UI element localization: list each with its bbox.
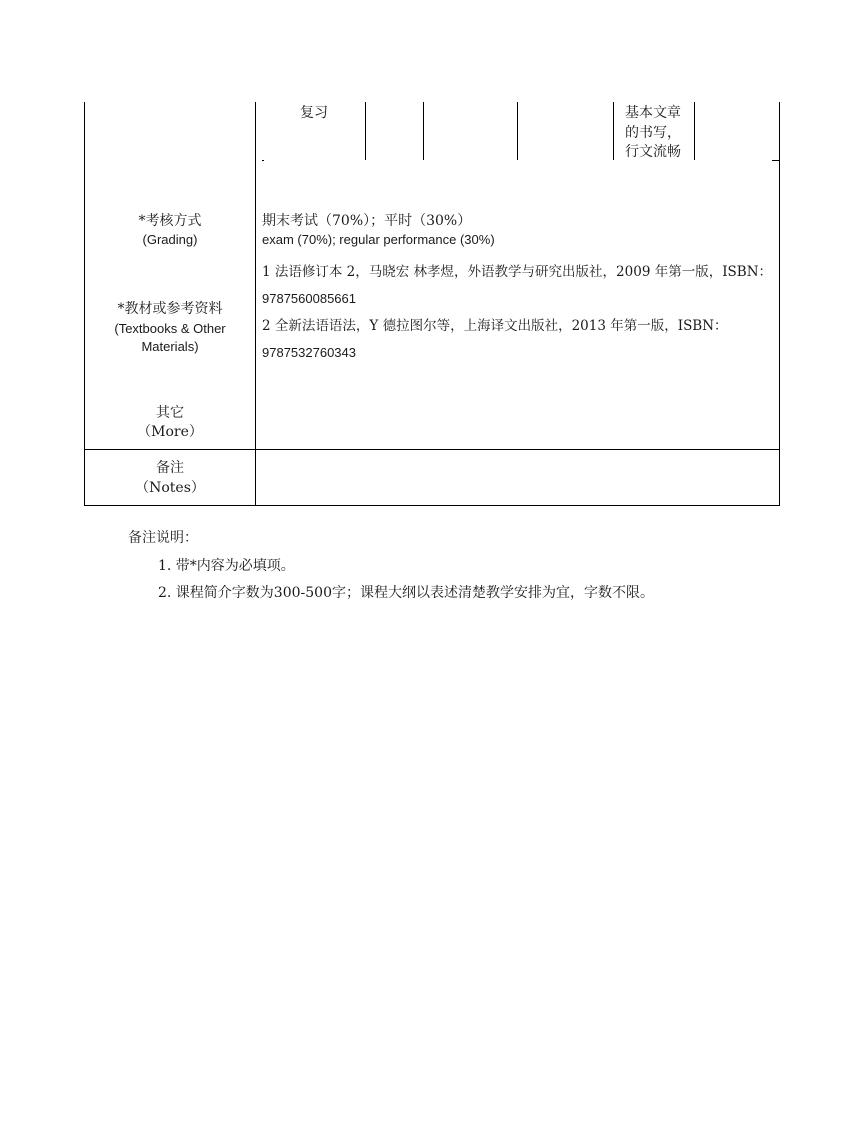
subcell-divider-2 (423, 102, 424, 160)
reference-1-line-1: 1 法语修订本 2，马晓宏 林孝煜，外语教学与研究出版社，2009 年第一版，ISBN： (262, 264, 773, 280)
grading-label-en: (Grading) (142, 232, 198, 247)
subcell-divider-5 (694, 102, 695, 160)
review-cell-text: 复习 (300, 105, 328, 121)
textbooks-label-en-2: Materials) (141, 339, 199, 354)
writing-cell-line-3: 行文流畅 (625, 144, 681, 160)
subrow-mark-left (262, 160, 264, 161)
remarks-item-2: 2. 课程简介字数为300-500字；课程大纲以表述清楚教学安排为宜，字数不限。 (158, 585, 654, 601)
subcell-divider-3 (517, 102, 518, 160)
more-label-en: （More） (137, 424, 203, 440)
subcell-divider-1 (365, 102, 366, 160)
grading-label-cn: *考核方式 (138, 213, 202, 229)
reference-2-line-1: 2 全新法语语法，Y 德拉图尔等，上海译文出版社，2013 年第一版，ISBN： (262, 318, 728, 334)
writing-cell-line-1: 基本文章 (625, 105, 681, 121)
remarks-title: 备注说明： (128, 530, 198, 546)
writing-cell-line-2: 的书写， (625, 125, 681, 141)
reference-1-line-2: 9787560085661 (262, 291, 356, 306)
table-right-border (779, 102, 780, 506)
subrow-mark-right (772, 160, 779, 161)
grading-value-cn: 期末考试（70%）；平时（30%） (262, 213, 472, 229)
notes-label-en: （Notes） (135, 480, 205, 496)
remarks-item-1: 1. 带*内容为必填项。 (158, 558, 295, 574)
label-column-divider (255, 102, 256, 506)
more-label-cn: 其它 (156, 405, 184, 421)
table-bottom-border (84, 505, 780, 506)
reference-2-line-2: 9787532760343 (262, 345, 356, 360)
notes-label-cn: 备注 (156, 460, 184, 476)
notes-row-top-border (84, 449, 780, 450)
subcell-divider-4 (613, 102, 614, 160)
textbooks-label-cn: *教材或参考资料 (117, 301, 223, 317)
textbooks-label-en-1: (Textbooks & Other (114, 321, 226, 336)
grading-value-en: exam (70%); regular performance (30%) (262, 232, 495, 247)
